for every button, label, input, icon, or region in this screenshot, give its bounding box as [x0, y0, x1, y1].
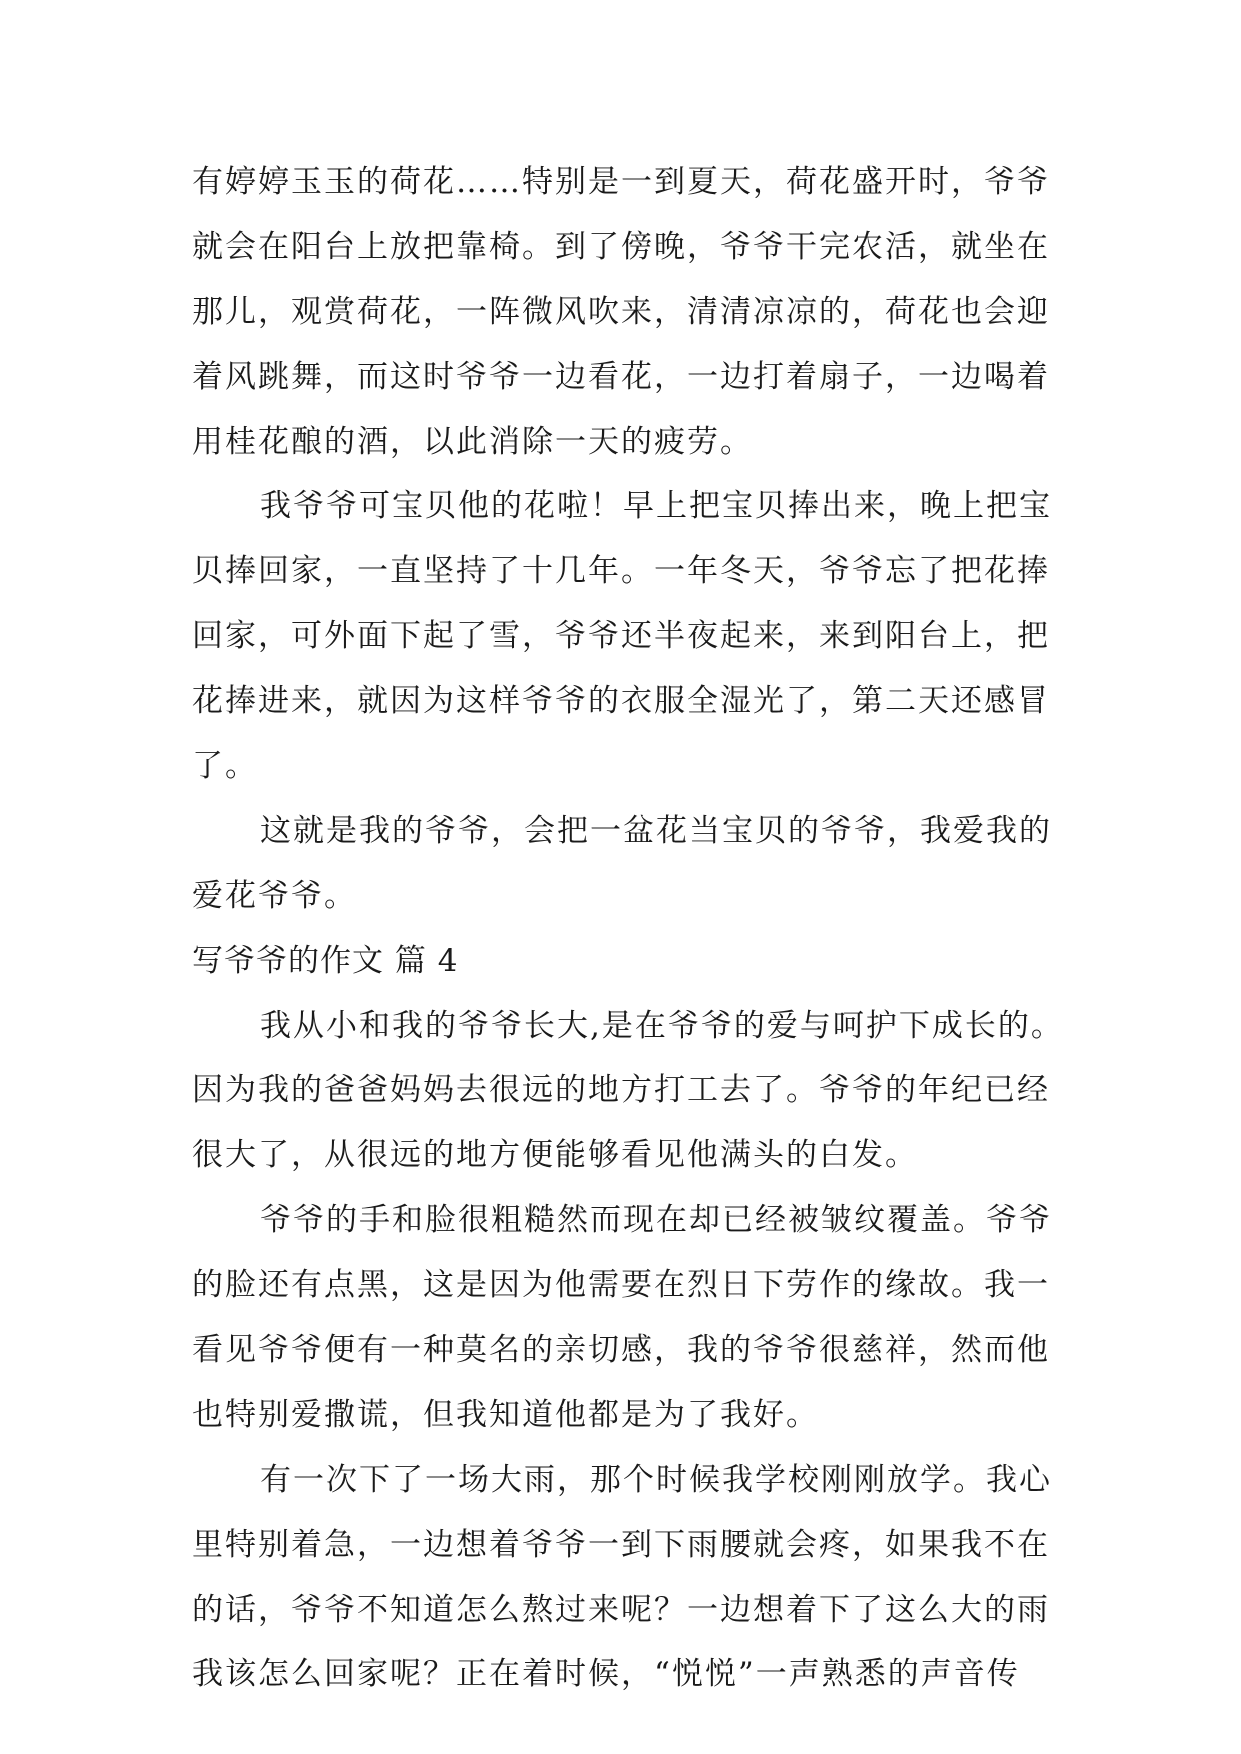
text-line: 爷爷的手和脸很粗糙然而现在却已经被皱纹覆盖。爷爷 — [260, 1202, 1052, 1239]
text-line: 这就是我的爷爷，会把一盆花当宝贝的爷爷，我爱我的 — [260, 812, 1052, 849]
text-line: 那儿，观赏荷花，一阵微风吹来，清清凉凉的，荷花也会迎 — [192, 293, 1050, 330]
text-line: 用桂花酿的酒，以此消除一天的疲劳。 — [192, 423, 753, 460]
text-line: 回家，可外面下起了雪，爷爷还半夜起来，来到阳台上，把 — [192, 618, 1050, 655]
text-line: 我该怎么回家呢？正在着时候，“悦悦”一声熟悉的声音传 — [192, 1656, 1020, 1693]
text-line: 就会在阳台上放把靠椅。到了傍晚，爷爷干完农活，就坐在 — [192, 228, 1050, 265]
text-line: 有婷婷玉玉的荷花……特别是一到夏天，荷花盛开时，爷爷 — [192, 164, 1050, 200]
text-line: 因为我的爸爸妈妈去很远的地方打工去了。爷爷的年纪已经 — [192, 1072, 1050, 1109]
text-line: 贝捧回家，一直坚持了十几年。一年冬天，爷爷忘了把花捧 — [192, 553, 1050, 590]
text-line: 里特别着急，一边想着爷爷一到下雨腰就会疼，如果我不在 — [192, 1526, 1050, 1563]
text-line: 很大了，从很远的地方便能够看见他满头的白发。 — [192, 1137, 918, 1174]
text-line: 了。 — [192, 748, 258, 785]
text-line: 着风跳舞，而这时爷爷一边看花，一边打着扇子，一边喝着 — [192, 358, 1050, 395]
document-body — [192, 150, 1064, 1707]
text-line: 的脸还有点黑，这是因为他需要在烈日下劳作的缘故。我一 — [192, 1267, 1050, 1304]
text-line: 花捧进来，就因为这样爷爷的衣服全湿光了，第二天还感冒 — [192, 683, 1050, 720]
section-heading: 写爷爷的作文 篇 4 — [192, 942, 459, 979]
text-line: 有一次下了一场大雨，那个时候我学校刚刚放学。我心 — [260, 1461, 1052, 1498]
text-line: 爱花爷爷。 — [192, 877, 357, 914]
text-line: 的话，爷爷不知道怎么熬过来呢？一边想着下了这么大的雨 — [192, 1591, 1050, 1628]
text-line: 我从小和我的爷爷长大,是在爷爷的爱与呵护下成长的。 — [260, 1007, 1064, 1044]
text-line: 我爷爷可宝贝他的花啦！早上把宝贝捧出来，晚上把宝 — [260, 488, 1052, 525]
text-line: 看见爷爷便有一种莫名的亲切感，我的爷爷很慈祥，然而他 — [192, 1332, 1050, 1369]
text-line: 也特别爱撒谎，但我知道他都是为了我好。 — [192, 1396, 819, 1433]
